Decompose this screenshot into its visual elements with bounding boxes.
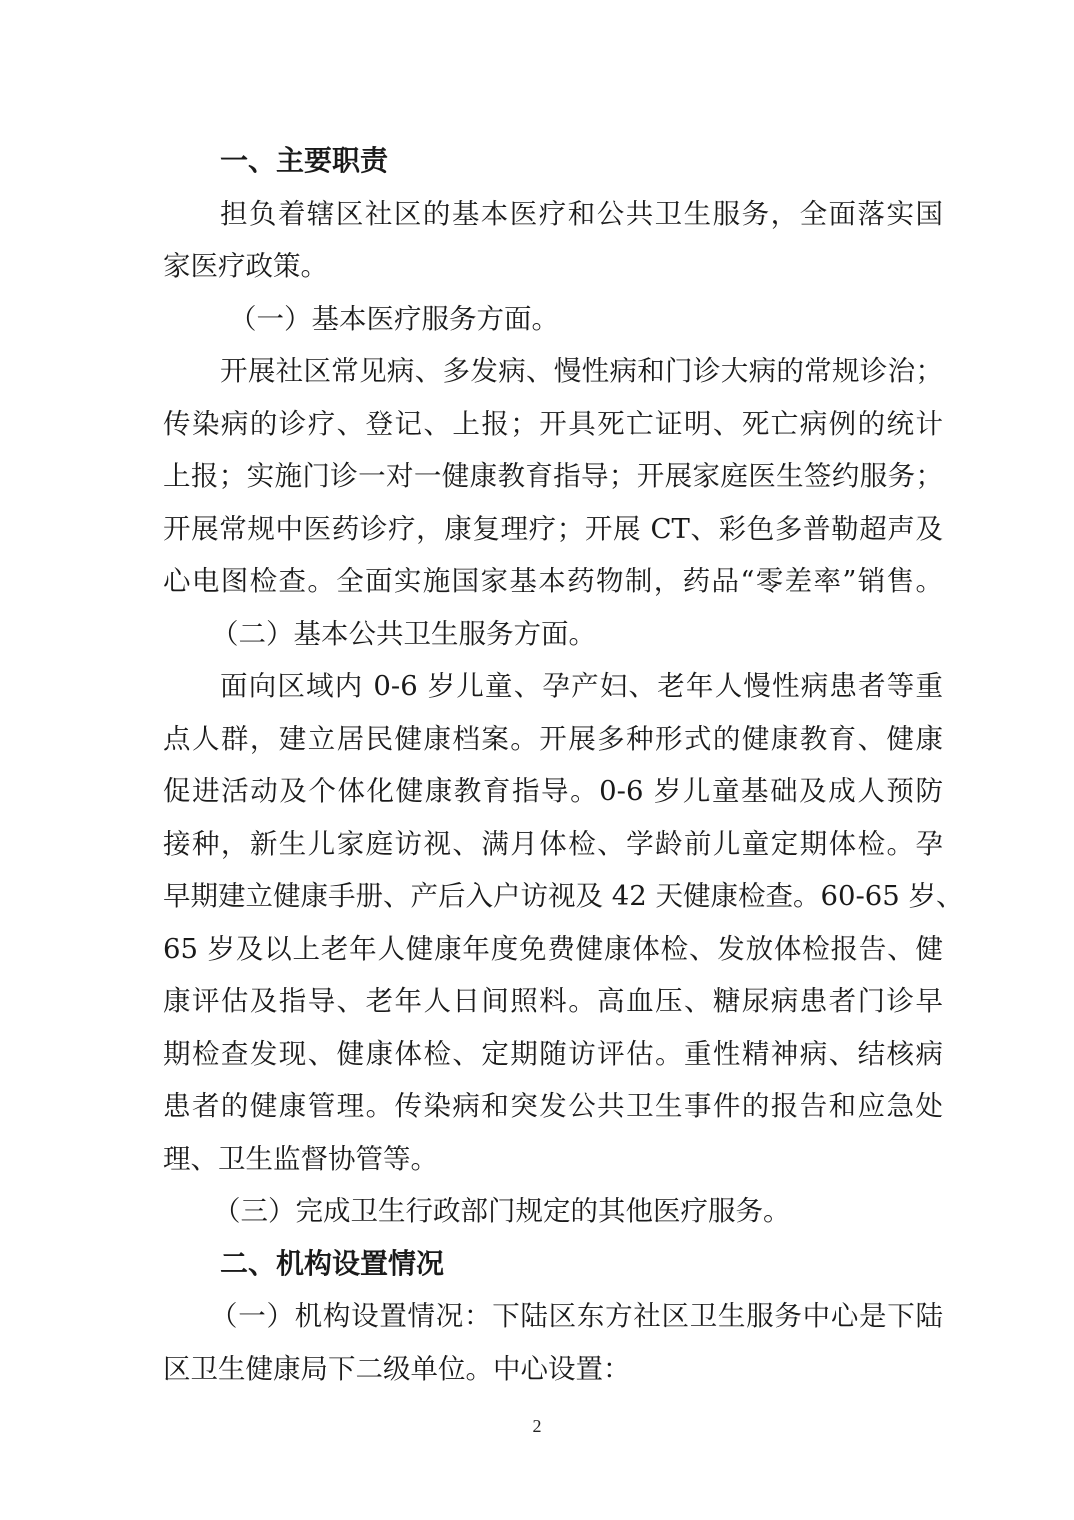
paragraph-line: 促进活动及个体化健康教育指导。0-6 岁儿童基础及成人预防: [163, 775, 943, 807]
page-number: 2: [532, 1416, 542, 1436]
section-heading-main-duties: 一、主要职责: [220, 144, 389, 177]
paragraph-line: 65 岁及以上老年人健康年度免费健康体检、发放体检报告、健: [163, 932, 943, 965]
basic-medical-paragraph: [163, 345, 943, 608]
public-health-paragraph: [163, 660, 964, 1185]
intro-paragraph: [163, 188, 943, 293]
subheading-other-services: （三）完成卫生行政部门规定的其他医疗服务。: [213, 1195, 791, 1227]
paragraph-line: 上报；实施门诊一对一健康教育指导；开展家庭医生签约服务；: [163, 460, 943, 492]
paragraph-line: 面向区域内 0-6 岁儿童、孕产妇、老年人慢性病患者等重: [220, 670, 943, 702]
paragraph-line: 传染病的诊疗、登记、上报；开具死亡证明、死亡病例的统计: [163, 407, 943, 440]
paragraph-line: 担负着辖区社区的基本医疗和公共卫生服务，全面落实国: [220, 197, 943, 230]
paragraph-line: 点人群，建立居民健康档案。开展多种形式的健康教育、健康: [163, 722, 943, 755]
paragraph-line: 理、卫生监督协管等。: [163, 1142, 438, 1175]
paragraph-line: 开展社区常见病、多发病、慢性病和门诊大病的常规诊治；: [220, 355, 943, 387]
paragraph-line: 开展常规中医药诊疗，康复理疗；开展 CT、彩色多普勒超声及: [163, 512, 943, 545]
document-body: [163, 135, 964, 1395]
paragraph-line: 早期建立健康手册、产后入户访视及 42 天健康检查。60-65 岁、: [163, 880, 964, 912]
subheading-basic-medical: （一）基本医疗服务方面。: [229, 302, 559, 335]
paragraph-line: 家医疗政策。: [163, 250, 328, 282]
paragraph-line: 康评估及指导、老年人日间照料。高血压、糖尿病患者门诊早: [163, 985, 943, 1017]
paragraph-line: 患者的健康管理。传染病和突发公共卫生事件的报告和应急处: [163, 1090, 943, 1122]
paragraph-line: （一）机构设置情况：下陆区东方社区卫生服务中心是下陆: [210, 1300, 943, 1332]
section-heading-organization: 二、机构设置情况: [220, 1246, 445, 1280]
paragraph-line: 期检查发现、健康体检、定期随访评估。重性精神病、结核病: [163, 1037, 943, 1070]
subheading-public-health: （二）基本公共卫生服务方面。: [211, 617, 596, 650]
organization-paragraph: [163, 1290, 943, 1395]
paragraph-line: 区卫生健康局下二级单位。中心设置：: [163, 1352, 631, 1385]
paragraph-line: 接种，新生儿家庭访视、满月体检、学龄前儿童定期体检。孕: [163, 827, 943, 860]
paragraph-line: 心电图检查。全面实施国家基本药物制，药品“零差率”销售。: [163, 565, 943, 597]
